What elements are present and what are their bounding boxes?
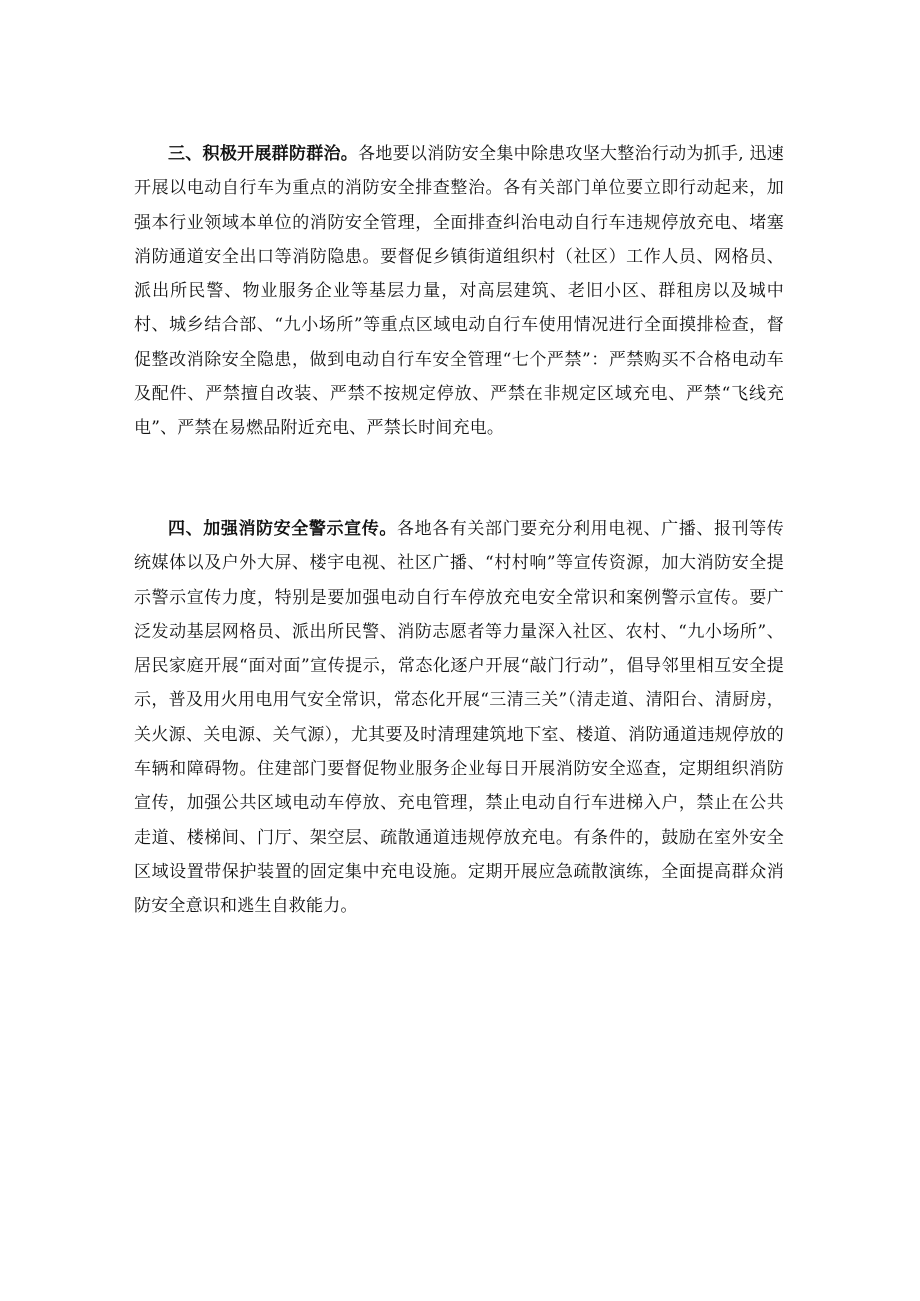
section-three-heading: 三、积极开展群防群治。: [168, 144, 359, 164]
section-four-body: 各地各有关部门要充分利用电视、广播、报刊等传统媒体以及户外大屏、楼宇电视、社区广播、“村村响”等宣传资源，加大消防安全提示警示宣传力度，特别是要加强电动自行车停放充电安全常识和案例警示宣传。要广泛发动基层网格员、派出所民警、消防志愿者等力量深入社区、农村、“九小场所”、居民家庭开展“面对面”宣传提示，常态化逐户开展“敲门行动”，倡导邻里相互安全提示，普及用火用电用气安全常识，常态化开展“三清三关”（清走道、清阳台、清厨房，关火源、关电源、关气源），尤其要及时清理建筑地下室、楼道、消防通道违规停放的车辆和障碍物。住建部门要督促物业服务企业每日开展消防安全巡查，定期组织消防宣传，加强公共区域电动车停放、充电管理，禁止电动自行车进梯入户，禁止在公共走道、楼梯间、门厅、架空层、疏散通道违规停放充电。有条件的，鼓励在室外安全区域设置带保护装置的固定集中充电设施。定期开展应急疏散演练，全面提高群众消防安全意识和逃生自救能力。: [134, 519, 784, 917]
section-four-heading: 四、加强消防安全警示宣传。: [168, 519, 397, 539]
section-four-paragraph: [134, 512, 784, 924]
section-three-paragraph: [134, 137, 784, 446]
section-three-body: 各地要以消防安全集中除患攻坚大整治行动为抓手, 迅速开展以电动自行车为重点的消防安全排查整治。各有关部门单位要立即行动起来，加强本行业领域本单位的消防安全管理，全面排查纠治电动自行车违规停放充电、堵塞消防通道安全出口等消防隐患。要督促乡镇街道组织村（社区）工作人员、网格员、派出所民警、物业服务企业等基层力量，对高层建筑、老旧小区、群租房以及城中村、城乡结合部、“九小场所”等重点区域电动自行车使用情况进行全面摸排检查，督促整改消除安全隐患，做到电动自行车安全管理“七个严禁”：严禁购买不合格电动车及配件、严禁擅自改装、严禁不按规定停放、严禁在非规定区域充电、严禁“飞线充电”、严禁在易燃品附近充电、严禁长时间充电。: [134, 144, 784, 439]
